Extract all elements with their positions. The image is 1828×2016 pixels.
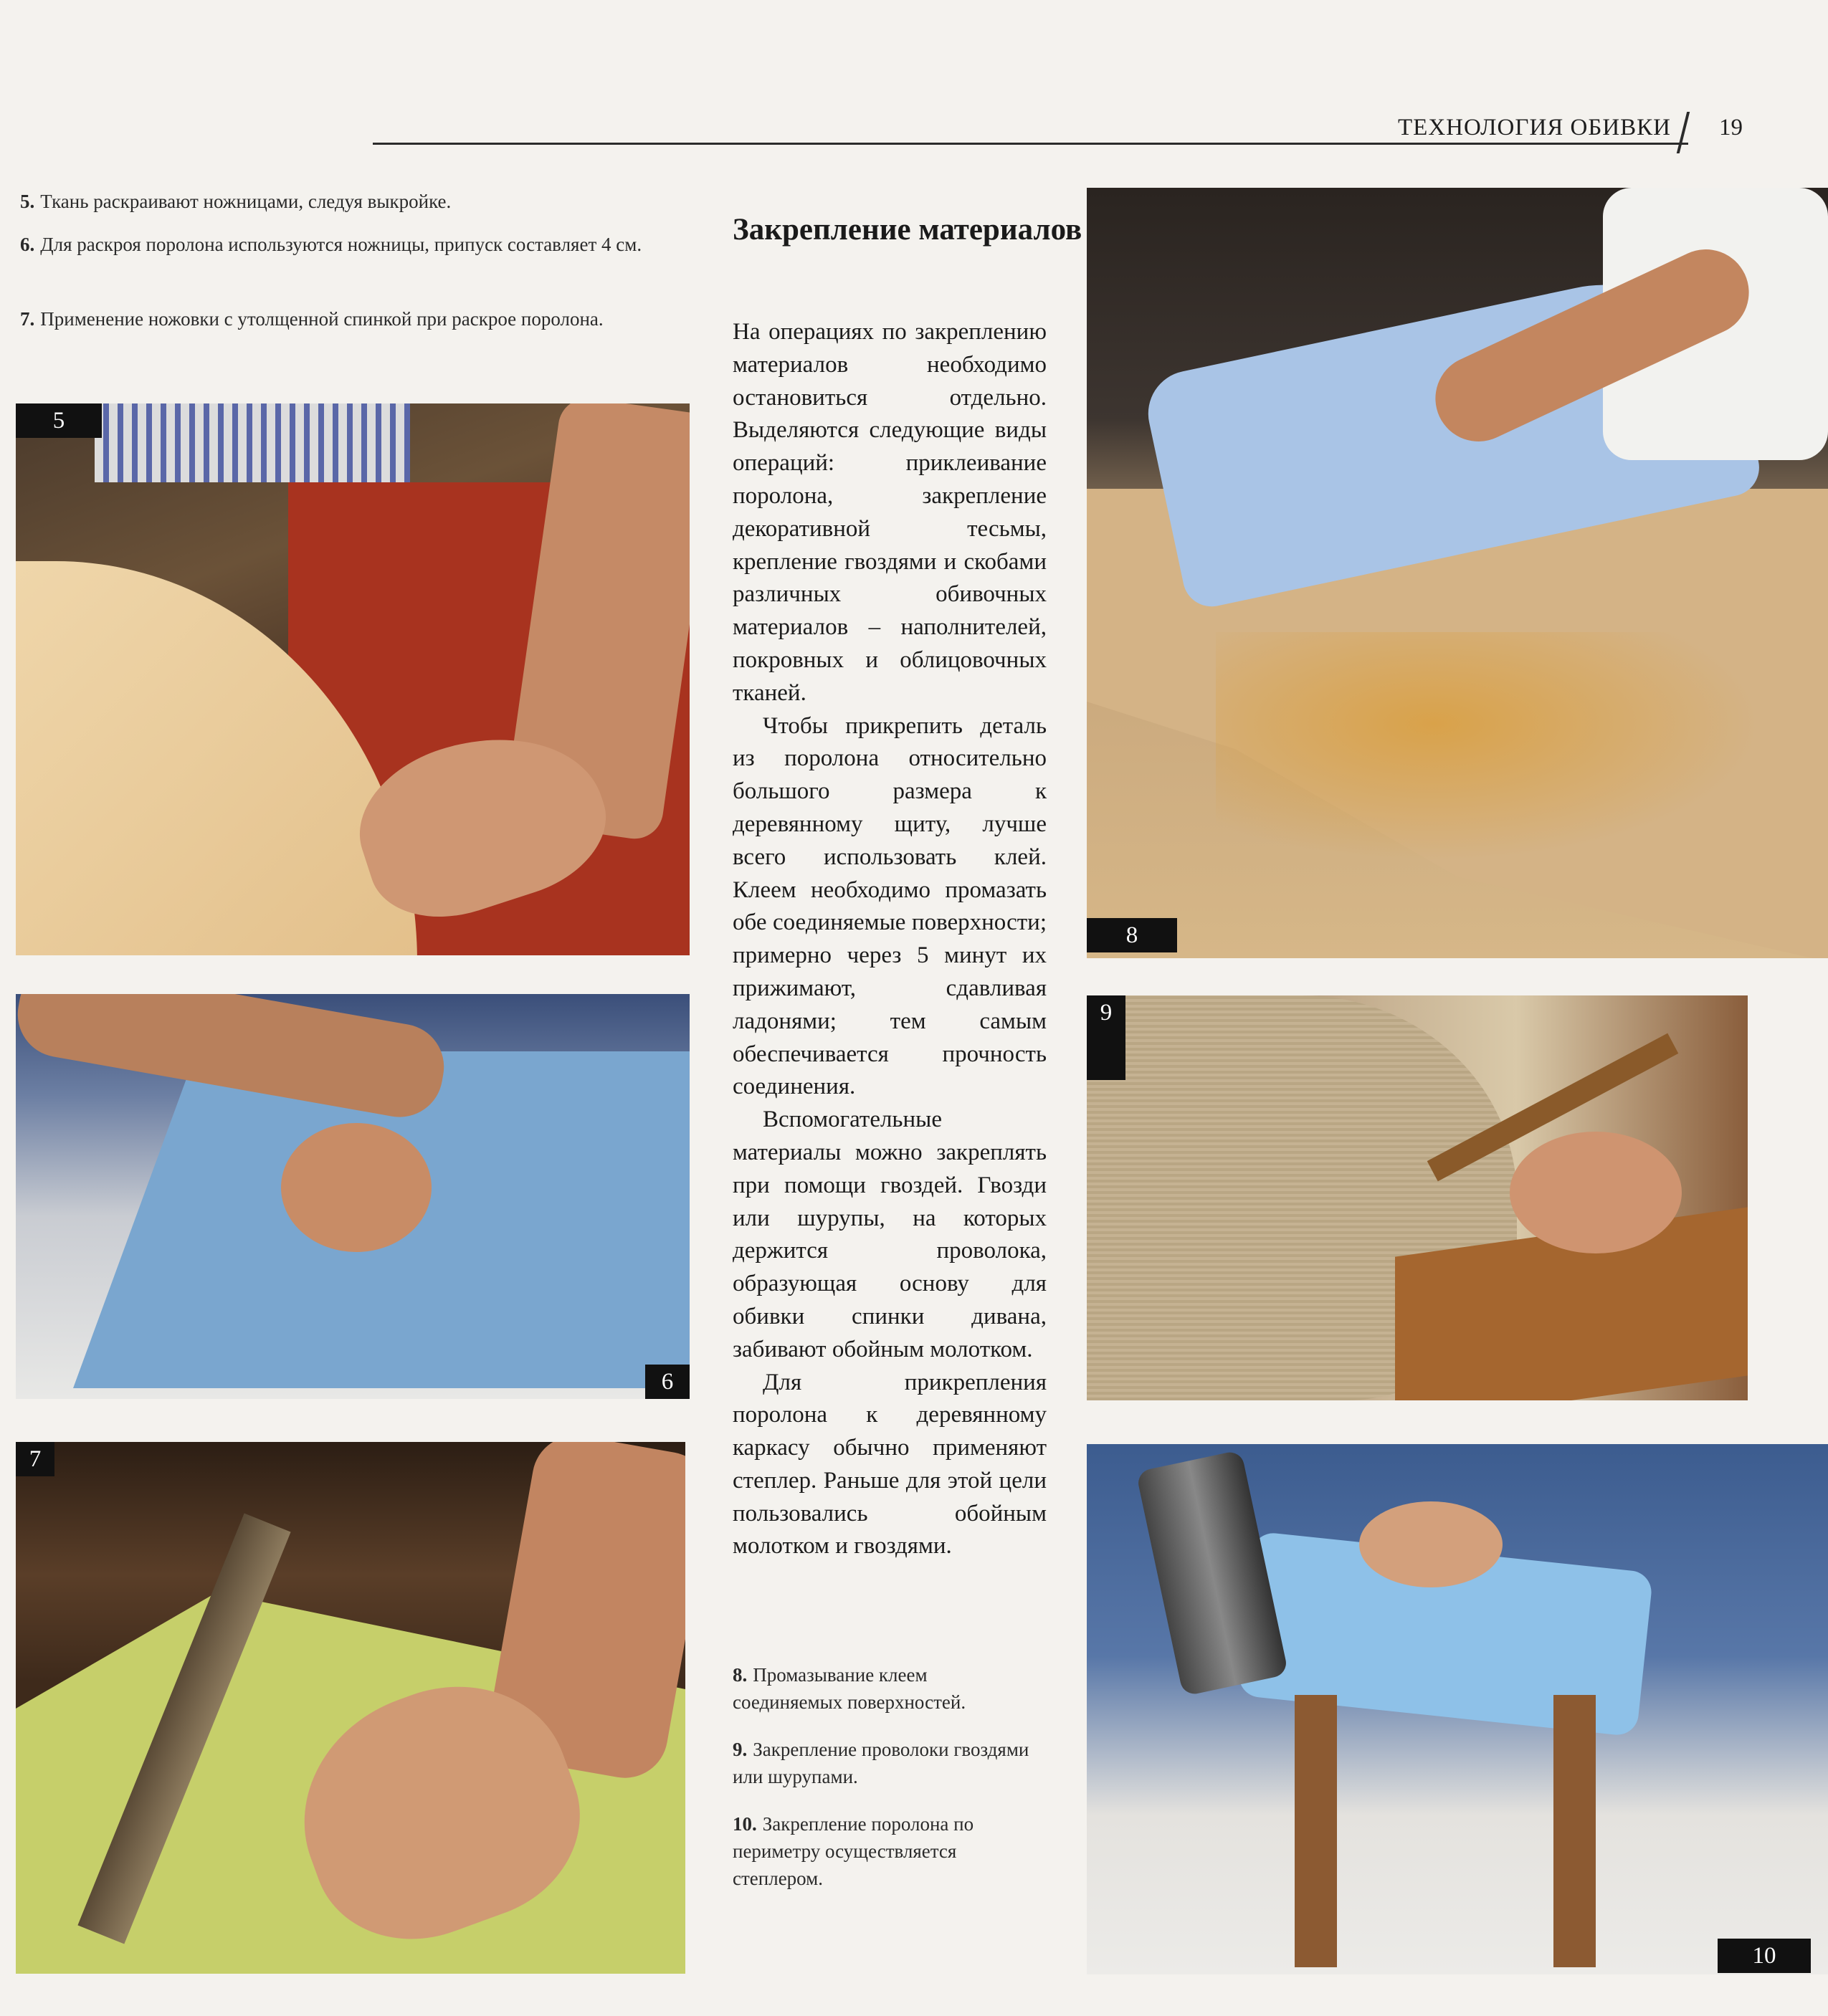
photo-applying-glue [1087, 188, 1828, 958]
caption-8: 8. Промазывание клеем соединяемых поверхностей. [733, 1664, 966, 1713]
paragraph-2: Чтобы прикрепить деталь из поролона относительно большого размера к деревянному щиту, лучше всего использовать клей. Клеем необходимо промазать обе соединяемые поверхности; примерно через 5 минут их прижимают, сдавливая ладонями; тем самым обеспечивается прочность соединения. [733, 712, 1047, 1100]
header-rule [373, 143, 1688, 145]
section-body [733, 316, 1047, 1563]
page-number: 19 [1719, 115, 1743, 140]
photo-cutting-foam-scissors [16, 994, 690, 1399]
paragraph-1: На операциях по закреплению материалов необходимо остановиться отдельно. Выделяются следующие виды операций: приклеивание поролона, закрепление декоративной тесьмы, крепление гвоздями и скобами различных обивочных материалов – наполнителей, покровных и облицовочных тканей. [733, 319, 1047, 706]
paragraph-3: Вспомогательные материалы можно закреплять при помощи гвоздей. Гвозди или шурупы, на которых держится проволока, образующая основу для обивки спинки дивана, забивают обойным молотком. [733, 1107, 1047, 1362]
photo-label-10: 10 [1718, 1939, 1811, 1973]
photo-label-5: 5 [16, 403, 102, 438]
running-head: ТЕХНОЛОГИЯ ОБИВКИ [1398, 115, 1672, 140]
section-heading: Закрепление материалов [733, 213, 1082, 247]
header-slash [1677, 112, 1690, 153]
photo-stapling-foam [1087, 1444, 1828, 1974]
photo-label-7: 7 [16, 1442, 54, 1476]
caption-10: 10. Закрепление поролона по периметру осуществляется степлером. [733, 1813, 974, 1889]
photo-label-9: 9 [1087, 995, 1125, 1080]
caption-7: 7. Применение ножовки с утолщенной спинкой при раскрое поролона. [20, 308, 604, 330]
paragraph-4: Для прикрепления поролона к деревянному каркасу обычно применяют степлер. Раньше для этой цели пользовались обойным молотком и гвоздями. [733, 1369, 1047, 1559]
photo-label-6: 6 [645, 1365, 690, 1399]
caption-6: 6. Для раскроя поролона используются ножницы, припуск составляет 4 см. [20, 234, 642, 255]
photo-label-8: 8 [1087, 918, 1177, 952]
photo-fixing-wire [1087, 995, 1748, 1400]
caption-5: 5. Ткань раскраивают ножницами, следуя выкройке. [20, 191, 452, 212]
photo-cutting-fabric [16, 403, 690, 955]
caption-9: 9. Закрепление проволоки гвоздями или шурупами. [733, 1739, 1029, 1787]
photo-cutting-foam-saw [16, 1442, 685, 1974]
